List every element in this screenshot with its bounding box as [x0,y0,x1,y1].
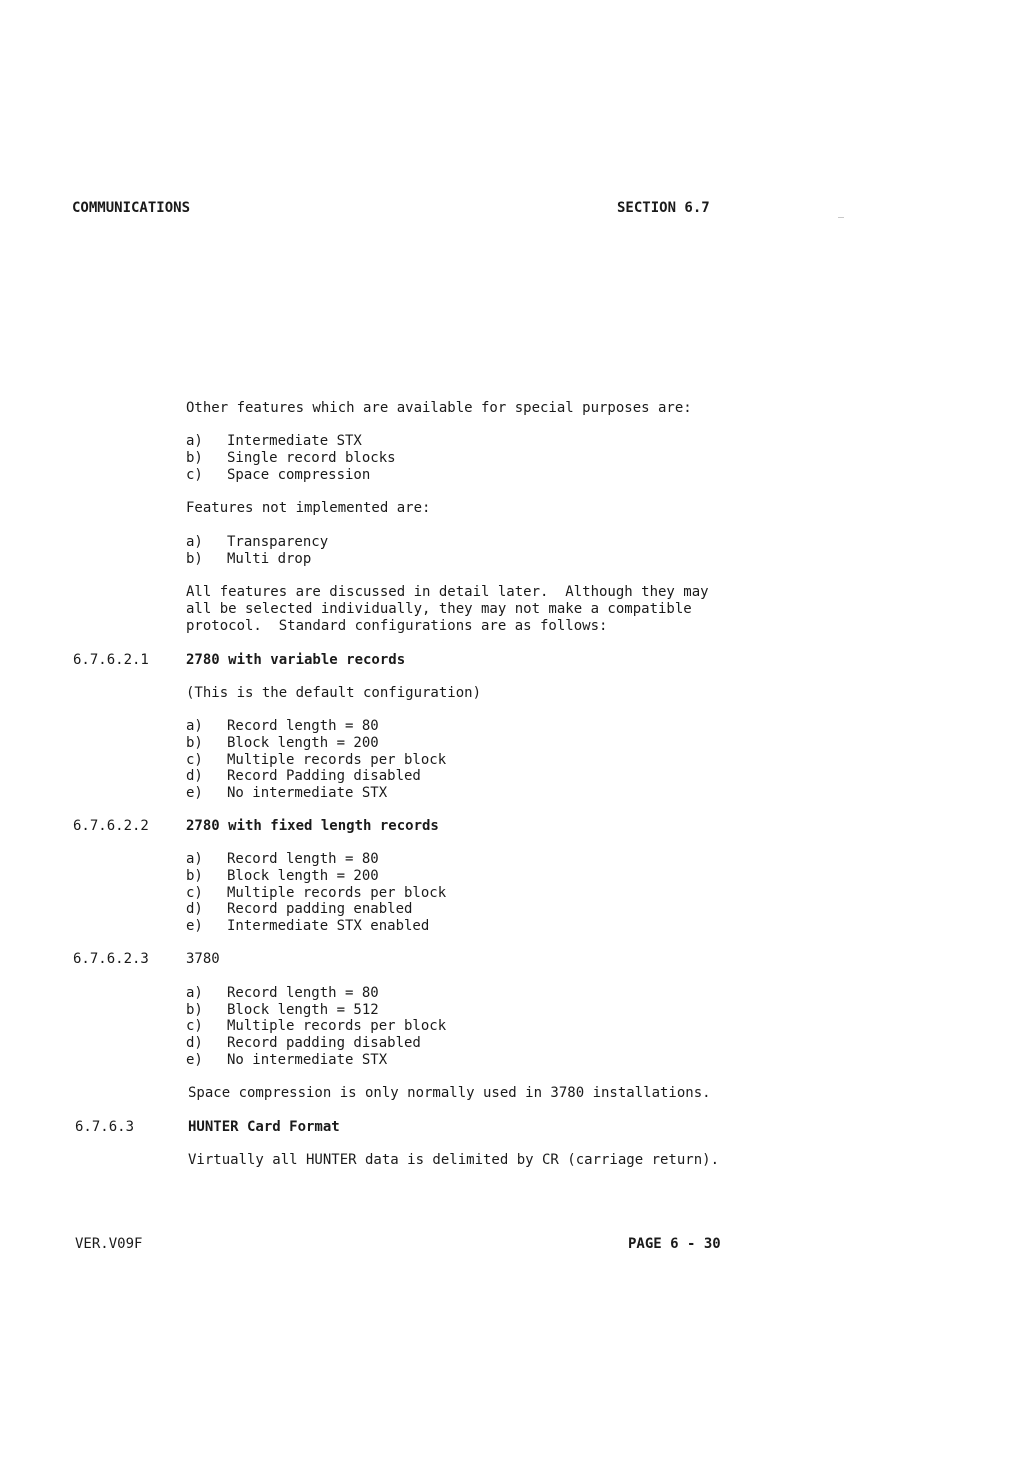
list-item-label: e) [186,918,203,934]
list-item: No intermediate STX [227,1052,388,1068]
section-number: 6.7.6.2.2 [73,818,149,834]
list-item: Multi drop [227,551,312,567]
list-item-label: a) [186,534,203,550]
list-item-label: b) [186,450,203,466]
list-item: Record length = 80 [227,718,379,734]
list-item: Space compression [227,467,371,483]
list-item-label: a) [186,718,203,734]
section-number: 6.7.6.2.1 [73,652,149,668]
list-item-label: b) [186,551,203,567]
list-item: Block length = 512 [227,1002,379,1018]
list-item-label: b) [186,735,203,751]
list-item: Record length = 80 [227,851,379,867]
discussion-line: protocol. Standard configurations are as follows: [186,618,608,634]
section-number: 6.7.6.3 [75,1119,135,1135]
list-item: Transparency [227,534,329,550]
discussion-line: all be selected individually, they may not make a compatible [186,601,692,617]
list-item: Multiple records per block [227,1018,447,1034]
list-item-label: b) [186,868,203,884]
section-paragraph: Virtually all HUNTER data is delimited by CR (carriage return). [188,1152,720,1168]
list-item-label: e) [186,1052,203,1068]
section-heading: 3780 [186,951,220,967]
list-item-label: c) [186,752,203,768]
list-item: Intermediate STX [227,433,362,449]
running-header-section: SECTION 6.7 [617,200,710,216]
running-header-title: COMMUNICATIONS [72,200,191,216]
list-item: Record length = 80 [227,985,379,1001]
list-item: Intermediate STX enabled [227,918,430,934]
list-item: Multiple records per block [227,752,447,768]
section-note: (This is the default configuration) [186,685,482,701]
list-item-label: a) [186,851,203,867]
scan-mark [838,217,844,218]
page-number: PAGE 6 - 30 [628,1236,721,1252]
list-item-label: c) [186,1018,203,1034]
section-heading: 2780 with variable records [186,652,406,668]
list-item: Single record blocks [227,450,396,466]
list-item-label: d) [186,768,203,784]
list-item-label: d) [186,1035,203,1051]
discussion-line: All features are discussed in detail later. Although they may [186,584,709,600]
list-item-label: e) [186,785,203,801]
list-item-label: c) [186,467,203,483]
not-implemented-paragraph: Features not implemented are: [186,500,431,516]
section-note: Space compression is only normally used in 3780 installations. [188,1085,711,1101]
section-heading: 2780 with fixed length records [186,818,439,834]
version-label: VER.V09F [75,1236,143,1252]
list-item: Block length = 200 [227,868,379,884]
list-item: Record padding disabled [227,1035,421,1051]
section-number: 6.7.6.2.3 [73,951,149,967]
list-item: Multiple records per block [227,885,447,901]
list-item-label: a) [186,433,203,449]
list-item-label: b) [186,1002,203,1018]
list-item: Record Padding disabled [227,768,421,784]
section-heading: HUNTER Card Format [188,1119,340,1135]
list-item: Record padding enabled [227,901,413,917]
list-item: No intermediate STX [227,785,388,801]
intro-paragraph: Other features which are available for special purposes are: [186,400,692,416]
list-item-label: c) [186,885,203,901]
list-item-label: d) [186,901,203,917]
list-item: Block length = 200 [227,735,379,751]
list-item-label: a) [186,985,203,1001]
